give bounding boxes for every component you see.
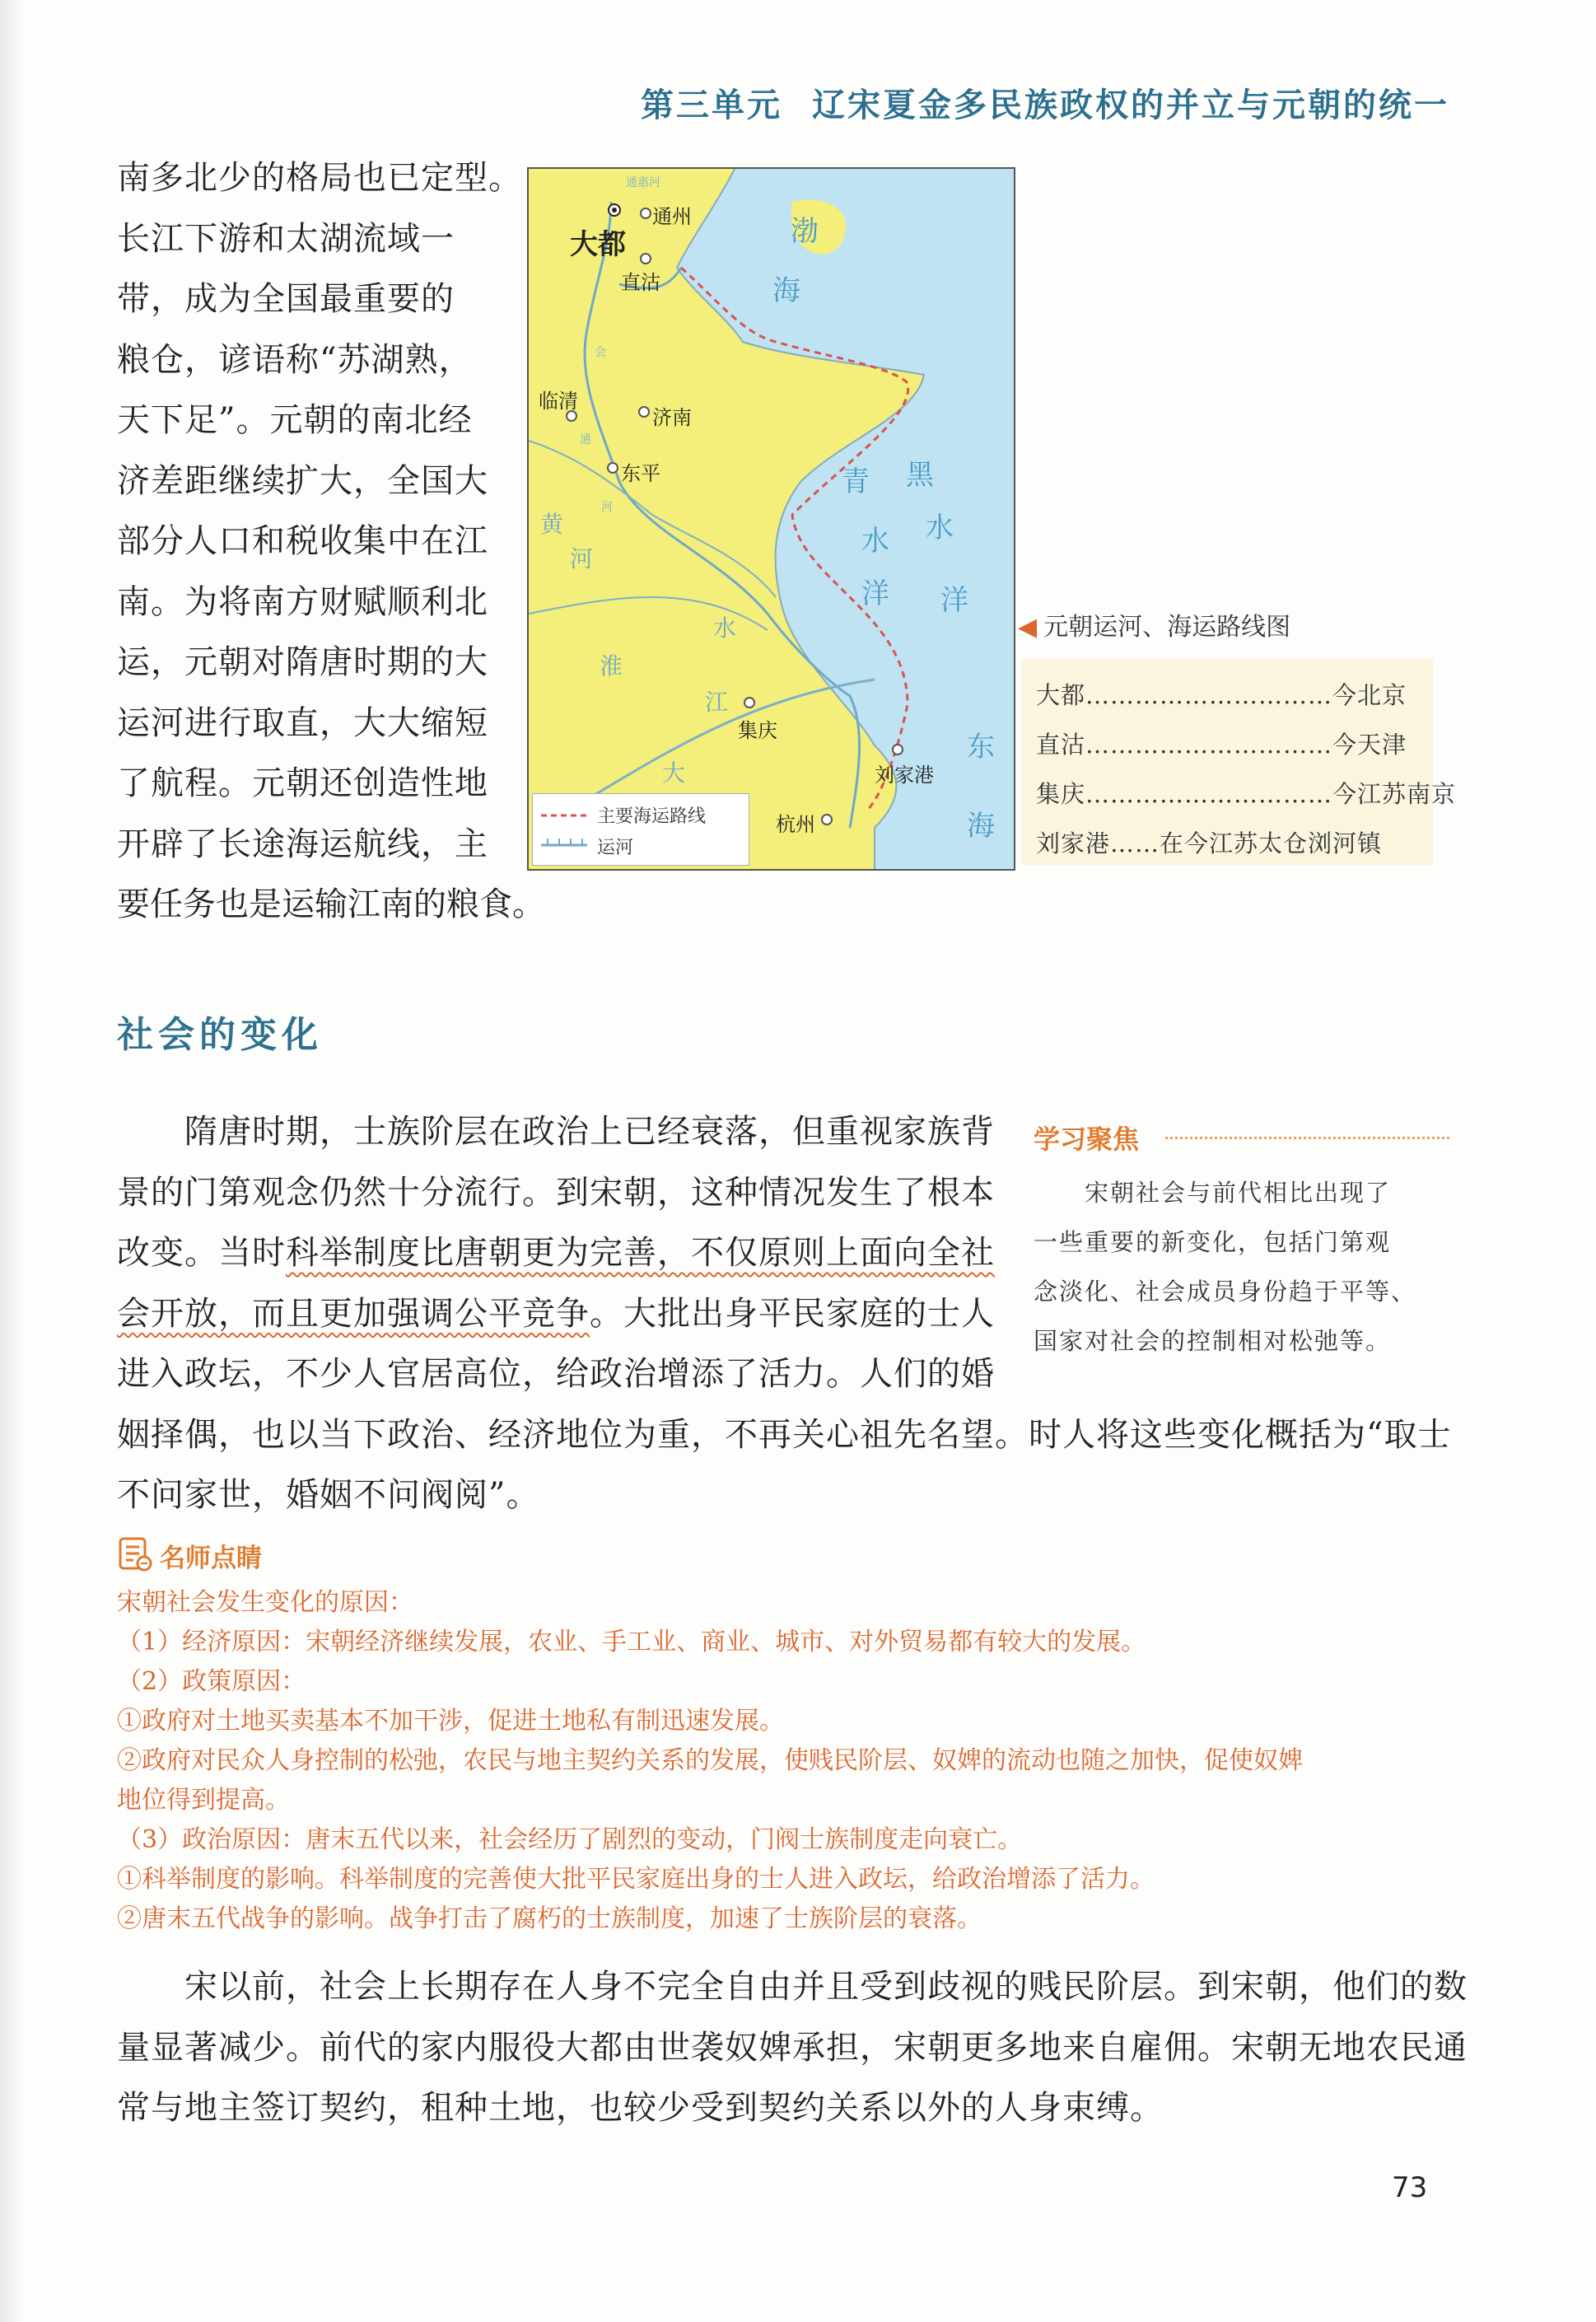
- wavy-underline: 科举制度比唐朝更为完善，不仅原则上面向全社: [286, 1234, 995, 1272]
- river-label-tonghui: 通惠河: [626, 176, 660, 189]
- note-line: ②政府对民众人身控制的松弛，农民与地主契约关系的发展，使贱民阶层、奴婢的流动也随之加快，促使奴婢: [117, 1746, 1303, 1775]
- paragraph-2: [117, 1957, 1468, 2139]
- city-linqing: 临清: [539, 390, 578, 413]
- city-liujiagang: 刘家港: [875, 764, 934, 787]
- city-marker: [893, 745, 903, 755]
- text-line: 运，元朝对隋唐时期的大: [117, 643, 488, 681]
- page-header: [576, 79, 1449, 126]
- legend-sea-route: 主要海运路线: [597, 806, 707, 827]
- river-label-hui: 河: [601, 501, 613, 514]
- sea-label-qing: 青: [842, 465, 870, 498]
- place-note-row: 集庆…………………………今江苏南京: [1036, 780, 1457, 808]
- text-line: 宋以前，社会上长期存在人身不完全自由并且受到歧视的贱民阶层。到宋朝，他们的数: [184, 1968, 1468, 2006]
- sea-label-bo: 渤: [791, 215, 819, 248]
- sea-label-hei: 黑: [906, 459, 934, 492]
- place-note-row: 大都…………………………今北京: [1036, 681, 1407, 709]
- text-line: 了航程。元朝还创造性地: [117, 764, 488, 802]
- note-line: （3）政治原因：唐末五代以来，社会经历了剧烈的变动，门阀士族制度走向衰亡。: [117, 1825, 1023, 1854]
- river-line: [595, 680, 875, 795]
- sea-label-hai: 海: [967, 810, 995, 843]
- city-marker: [744, 698, 754, 708]
- note-line: （1）经济原因：宋朝经济继续发展，农业、手工业、商业、城市、对外贸易都有较大的发展。: [117, 1628, 1146, 1656]
- focus-line: 念淡化、社会成员身份趋于平等、: [1034, 1278, 1417, 1306]
- focus-divider: [1165, 1137, 1449, 1139]
- caption-triangle-icon: ◀: [1018, 613, 1038, 642]
- city-tongzhou: 通州: [652, 205, 692, 228]
- river-label-hui: 会: [595, 346, 606, 359]
- city-marker: [639, 407, 649, 417]
- city-dongping: 东平: [621, 462, 660, 485]
- river-label-da: 大: [662, 759, 686, 787]
- text-line: 隋唐时期，士族阶层在政治上已经衰落，但重视家族背: [184, 1113, 995, 1151]
- place-note-row: 刘家港……在今江苏太仓浏河镇: [1036, 829, 1383, 857]
- river-label-hui: 通: [580, 433, 591, 446]
- text-line: 量显著减少。前代的家内服役大都由世袭奴婢承担，宋朝更多地来自雇佣。宋朝无地农民通: [117, 2028, 1468, 2067]
- sea-label-shui: 水: [861, 525, 889, 558]
- city-marker: [822, 815, 832, 825]
- focus-line: 一些重要的新变化，包括门第观: [1034, 1228, 1392, 1256]
- focus-body: [1034, 1168, 1454, 1366]
- city-jiqing: 集庆: [738, 719, 777, 742]
- text-line: 进入政坛，不少人官居高位，给政治增添了活力。人们的婚: [117, 1355, 995, 1393]
- text-line: 粮仓，谚语称“苏湖熟，: [117, 340, 473, 379]
- river-label-jiang: 江: [705, 689, 729, 716]
- legend-symbols: [536, 794, 594, 865]
- note-line: 宋朝社会发生变化的原因：: [117, 1588, 413, 1617]
- city-marker: [612, 208, 617, 213]
- unit-title: 辽宋夏金多民族政权的并立与元朝的统一: [812, 86, 1449, 124]
- place-notes: [1021, 659, 1457, 865]
- text-line: 开辟了长途海运航线，主: [117, 825, 488, 863]
- wavy-underline: 会开放，而且更加强调公平竞争: [117, 1294, 590, 1333]
- river-label-huang: 河: [570, 545, 594, 572]
- note-line: ①政府对土地买卖基本不加干涉，促进土地私有制迅速发展。: [117, 1707, 784, 1736]
- text-line: 改变。当时科举制度比唐朝更为完善，不仅原则上面向全社: [117, 1234, 995, 1272]
- place-note-row: 直沽…………………………今天津: [1036, 731, 1407, 759]
- city-jinan: 济南: [652, 406, 692, 429]
- left-column-text: [117, 148, 522, 875]
- text-line: 济差距继续扩大，全国大: [117, 461, 488, 500]
- text-line: 会开放，而且更加强调公平竞争。大批出身平民家庭的士人: [117, 1294, 995, 1333]
- map-legend: [532, 793, 749, 866]
- sea-label-yang: 洋: [861, 577, 889, 610]
- sea-label-yang: 洋: [940, 584, 968, 617]
- teacher-tips-title: 名师点睛: [160, 1544, 262, 1573]
- text-line: 南多北少的格局也已定型。: [117, 159, 522, 197]
- text-line: 运河进行取直，大大缩短: [117, 703, 488, 742]
- text-line: 长江下游和太湖流域一: [117, 219, 455, 258]
- yuan-canal-map: [527, 167, 1015, 871]
- text-line: 部分人口和税收集中在江: [117, 522, 488, 560]
- note-line: 地位得到提高。: [117, 1786, 290, 1815]
- note-line: ②唐末五代战争的影响。战争打击了腐朽的士族制度，加速了士族阶层的衰落。: [117, 1904, 982, 1933]
- city-marker: [641, 208, 651, 218]
- map-caption: [1018, 606, 1290, 642]
- text-line: 要任务也是运输江南的粮食。: [117, 885, 545, 923]
- sea-label-shui: 水: [926, 512, 954, 544]
- text-line: 景的门第观念仍然十分流行。到宋朝，这种情况发生了根本: [117, 1173, 995, 1212]
- text-line: 不问家世，婚姻不问阀阅”。: [117, 1476, 540, 1514]
- city-dadu: 大都: [570, 228, 626, 261]
- note-line: （2）政策原因：: [117, 1667, 306, 1696]
- sea-label-dong: 东: [967, 731, 995, 764]
- sea-label-bo: 海: [772, 274, 800, 307]
- text-line: 姻择偶，也以当下政治、经济地位为重，不再关心祖先名望。时人将这些变化概括为“取士: [117, 1415, 1452, 1454]
- river-label-huai: 淮: [600, 652, 623, 680]
- section-title: 社会的变化: [117, 1014, 323, 1056]
- focus-line: 国家对社会的控制相对松弛等。: [1034, 1327, 1392, 1355]
- river-label-huang: 黄: [540, 511, 564, 538]
- city-zhigu: 直沽: [621, 271, 660, 294]
- text-line: 带，成为全国最重要的: [117, 280, 455, 318]
- city-marker: [641, 254, 651, 264]
- river-label-shui: 水: [713, 614, 737, 642]
- unit-label: 第三单元: [641, 86, 782, 124]
- notebook-icon: [117, 1535, 153, 1573]
- map-caption-text: 元朝运河、海运路线图: [1043, 613, 1291, 642]
- page-edge: [0, 0, 23, 2322]
- focus-line: 宋朝社会与前代相比出现了: [1085, 1179, 1392, 1207]
- text-line: 常与地主签订契约，租种土地，也较少受到契约关系以外的人身束缚。: [117, 2089, 1164, 2127]
- teacher-notes: [117, 1583, 1303, 1939]
- city-hangzhou: 杭州: [776, 813, 815, 836]
- city-marker: [608, 463, 618, 473]
- page-number: 73: [1392, 2171, 1428, 2204]
- note-line: ①科举制度的影响。科举制度的完善使大批平民家庭出身的士人进入政坛，给政治增添了活力。: [117, 1865, 1155, 1894]
- sea-area: [677, 169, 1014, 869]
- text-line: 天下足”。元朝的南北经: [117, 401, 473, 439]
- focus-title: 学习聚焦: [1034, 1124, 1140, 1155]
- text-line: 南。为将南方财赋顺利北: [117, 582, 488, 621]
- legend-canal: 运河: [597, 838, 634, 858]
